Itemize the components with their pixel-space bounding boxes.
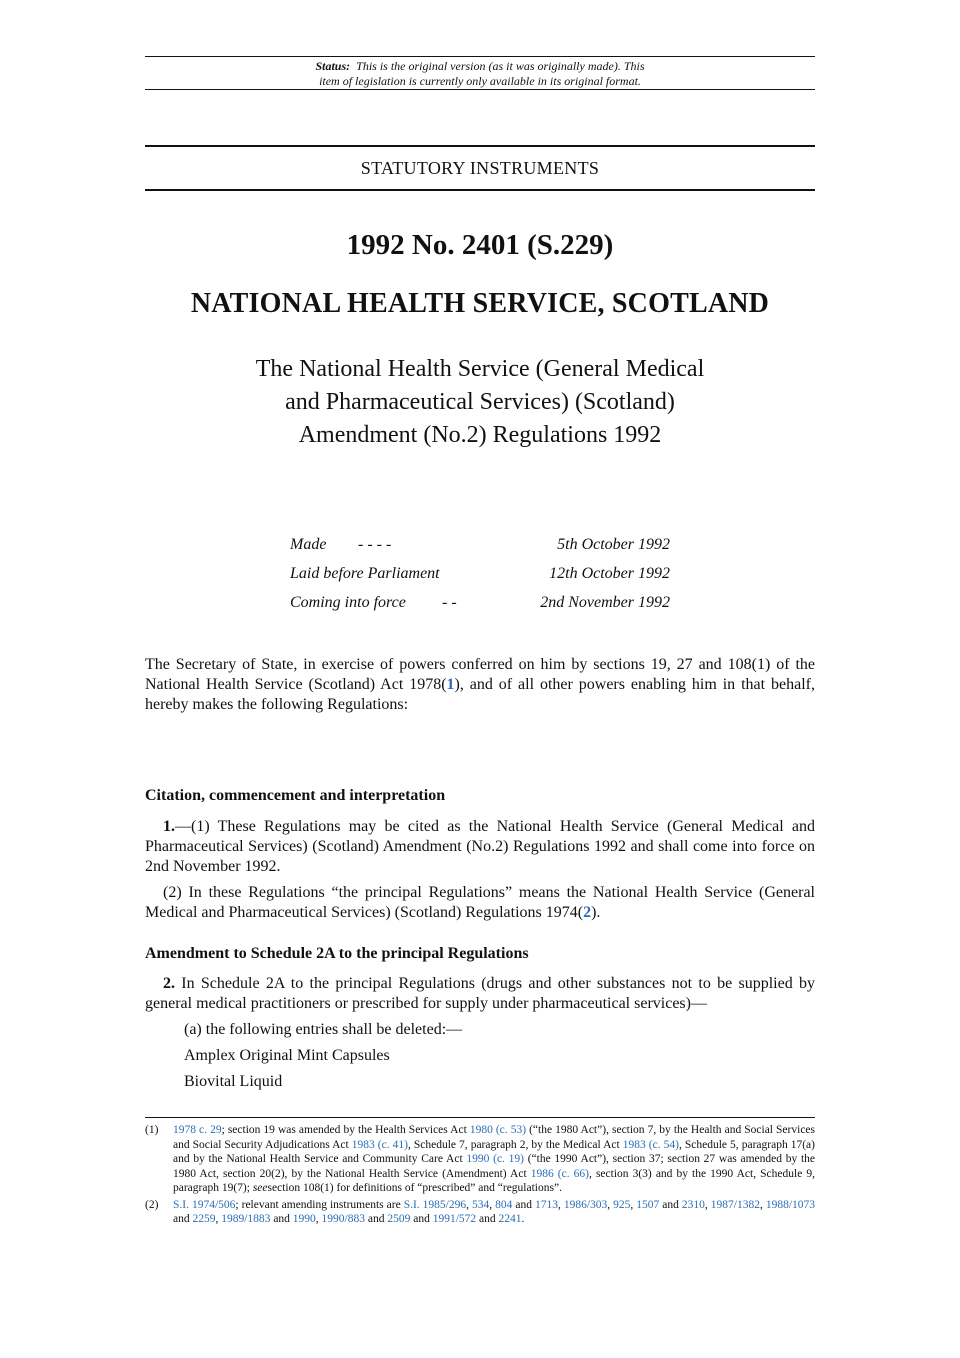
- footnote-text: and: [659, 1198, 682, 1211]
- footnote-text: see: [252, 1182, 268, 1194]
- footnote-text: and: [476, 1213, 499, 1225]
- paragraph-1-2: (2) In these Regulations “the principal Regulations” means the National Health Service (General Medical and Pharmaceutical Services) (Scotland) Regulations 1974(2).: [145, 884, 815, 921]
- footnote-text: and: [512, 1198, 535, 1211]
- footnote-text: , Schedule 5, paragraph 17(a) and by the National Health Service and Community Care Act: [173, 1138, 815, 1165]
- paragraph-number: 1.: [163, 818, 175, 835]
- footnote-text: (“the 1990 Act”), section 37; section 27 was amended by the 1980 Act, section 20(2), by the National Health Service (Amendment) Act: [173, 1153, 816, 1180]
- citation-link[interactable]: 1980 (c. 53): [469, 1124, 527, 1136]
- status-label: Status:: [315, 59, 351, 73]
- date-row-coming-into-force: [290, 594, 670, 623]
- paragraph-1-1: 1.—(1) These Regulations may be cited as the National Health Service (General Medical and Pharmaceutical Services) (Scotland) Amendment (No.2) Regulations 1992 and shall come into force on 2nd November 1992.: [145, 818, 815, 875]
- citation-link[interactable]: 1978 c. 29: [173, 1124, 222, 1136]
- footnote-text: and: [270, 1213, 293, 1225]
- date-label: Laid before Parliament: [290, 565, 440, 582]
- citation-link[interactable]: 1983 (c. 54): [622, 1138, 679, 1151]
- citation-link[interactable]: 2241: [498, 1213, 522, 1225]
- date-value: 2nd November 1992: [540, 594, 670, 611]
- status-top-rule: [145, 56, 815, 57]
- si-number: 1992 No. 2401 (S.229): [346, 229, 614, 261]
- status-text-line1: This is the original version (as it was originally made). This: [356, 59, 645, 73]
- citation-link[interactable]: 1983 (c. 41): [351, 1138, 408, 1151]
- footnote-number: (1): [145, 1124, 159, 1136]
- date-row-laid: [290, 565, 670, 594]
- date-label: Made: [290, 536, 327, 553]
- footnote: [145, 1123, 815, 1196]
- citation-link[interactable]: 1991/572: [432, 1213, 477, 1225]
- citation-link[interactable]: 1990: [292, 1213, 316, 1225]
- footnote: [145, 1198, 815, 1227]
- footnote-text: ,: [215, 1213, 222, 1225]
- date-value: 5th October 1992: [557, 536, 670, 553]
- paragraph-number: 2.: [163, 975, 175, 992]
- footnote-rule: [145, 1117, 815, 1118]
- footnote-text: and: [365, 1213, 388, 1225]
- footnote-number: (2): [145, 1198, 159, 1211]
- citation-link[interactable]: 1986/303: [563, 1198, 608, 1211]
- preamble: The Secretary of State, in exercise of powers conferred on him by sections 19, 27 and 108(1) of the National Health Service (Scotland) Act 1978(1), and of all other powers enabling him in that behalf, hereby makes the following Regulations:: [145, 656, 815, 713]
- section-2-body: [145, 974, 815, 1020]
- list-item: Amplex Original Mint Capsules: [184, 1047, 390, 1064]
- series-bottom-rule: [145, 189, 815, 191]
- footnote-text: ; relevant amending instruments are: [235, 1198, 404, 1211]
- section-heading-citation: Citation, commencement and interpretation: [145, 787, 446, 804]
- footnote-text: ,: [466, 1198, 472, 1211]
- dates-table: [290, 536, 670, 623]
- citation-link[interactable]: 2259: [192, 1213, 216, 1225]
- date-label: Coming into force: [290, 594, 406, 611]
- citation-link[interactable]: 1988/1073: [765, 1198, 816, 1211]
- footnotes: [145, 1123, 815, 1229]
- title-line-3: Amendment (No.2) Regulations 1992: [298, 422, 662, 448]
- section-heading-schedule: Amendment to Schedule 2A to the principal Regulations: [145, 945, 529, 962]
- footnote-text: (“the 1980 Act”), section 7, by the Health and Social Services and Social Security Adjudications Act: [173, 1124, 815, 1151]
- footnote-text: section 108(1) for definitions of “prescribed” and “regulations”.: [267, 1182, 562, 1194]
- list-item: Biovital Liquid: [184, 1073, 283, 1090]
- citation-link[interactable]: 925: [613, 1198, 631, 1211]
- leader-dashes: - - - -: [358, 536, 392, 553]
- footnote-text: , section 3(3) and by the 1990 Act, Schedule 9, paragraph 19(7);: [173, 1167, 815, 1194]
- footnote-text: ,: [607, 1198, 614, 1211]
- status-note: [145, 59, 815, 89]
- footnote-text: .: [521, 1213, 525, 1225]
- citation-link[interactable]: S.I. 1974/506: [173, 1198, 236, 1211]
- citation-link[interactable]: 2310: [681, 1198, 705, 1211]
- paragraph-2: 2. In Schedule 2A to the principal Regulations (drugs and other substances not to be supplied by general medical practitioners or prescribed for supply under pharmaceutical services)—: [145, 975, 815, 1012]
- list-item-a: (a) the following entries shall be deleted:—: [184, 1021, 463, 1038]
- citation-link[interactable]: 1990/883: [321, 1213, 365, 1225]
- citation-link[interactable]: 1990 (c. 19): [466, 1153, 524, 1165]
- leader-dashes: - -: [442, 594, 457, 611]
- date-row-made: [290, 536, 670, 565]
- citation-link[interactable]: 804: [495, 1198, 513, 1211]
- subject-heading: NATIONAL HEALTH SERVICE, SCOTLAND: [190, 288, 770, 319]
- deleted-entries-list: [184, 1017, 814, 1095]
- date-value: 12th October 1992: [549, 565, 670, 582]
- footnote-text: ,: [315, 1213, 322, 1225]
- footnote-text: ,: [557, 1198, 564, 1211]
- title-line-2: and Pharmaceutical Services) (Scotland): [285, 389, 675, 415]
- footnote-text: and: [410, 1213, 433, 1225]
- citation-link[interactable]: 1986 (c. 66): [530, 1167, 589, 1180]
- citation-link[interactable]: 1989/1883: [221, 1213, 271, 1225]
- footnote-text: ,: [704, 1198, 711, 1211]
- citation-link[interactable]: 1987/1382: [710, 1198, 760, 1211]
- footnote-ref-1[interactable]: 1: [446, 676, 455, 693]
- footnote-ref-2[interactable]: 2: [583, 904, 592, 921]
- footnote-text: and: [173, 1213, 193, 1225]
- footnote-text: ,: [759, 1198, 766, 1211]
- citation-link[interactable]: 1507: [636, 1198, 660, 1211]
- footnote-text: ; section 19 was amended by the Health Services Act: [221, 1124, 470, 1136]
- footnote-text: ,: [489, 1198, 496, 1211]
- title-line-1: The National Health Service (General Medical: [255, 356, 705, 382]
- citation-link[interactable]: 2509: [387, 1213, 411, 1225]
- series-top-rule: [145, 145, 815, 147]
- series-heading: STATUTORY INSTRUMENTS: [360, 158, 600, 178]
- citation-link[interactable]: S.I. 1985/296: [403, 1198, 467, 1211]
- section-1-body: [145, 817, 815, 929]
- status-text-line2: item of legislation is currently only available in its original format.: [319, 74, 641, 88]
- citation-link[interactable]: 534: [471, 1198, 490, 1211]
- footnote-text: , Schedule 7, paragraph 2, by the Medical Act: [407, 1138, 623, 1151]
- status-bottom-rule: [145, 89, 815, 90]
- citation-link[interactable]: 1713: [534, 1198, 558, 1211]
- footnote-text: ,: [630, 1198, 637, 1211]
- regulations-title: [145, 353, 815, 452]
